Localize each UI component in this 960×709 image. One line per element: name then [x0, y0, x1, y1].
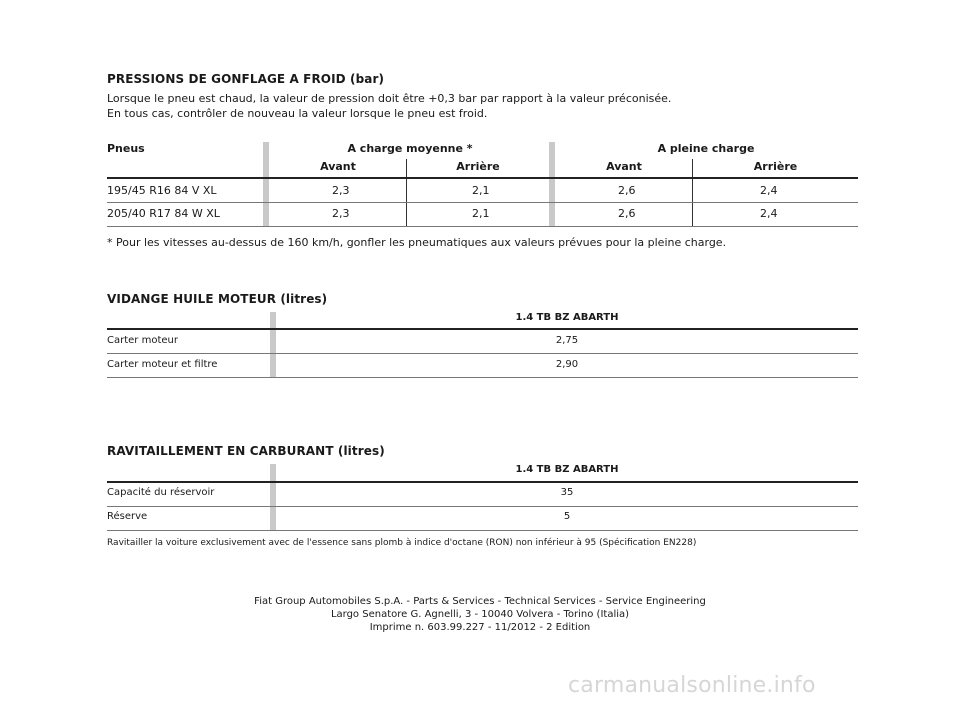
pressure-header-avg-rear: Arrière — [456, 160, 500, 173]
fuel-row-rule-1 — [107, 506, 858, 507]
oil-row-value: 2,75 — [555, 335, 579, 346]
pressure-header-full: A pleine charge — [657, 142, 755, 155]
fuel-row-value: 5 — [563, 511, 571, 522]
fuel-row-label: Capacité du réservoir — [107, 487, 215, 498]
oil-header-rule — [107, 328, 858, 330]
full-front-value: 2,6 — [618, 184, 636, 197]
oil-row-value: 2,90 — [555, 359, 579, 370]
fuel-row-rule-2 — [107, 530, 858, 531]
pressure-footnote: * Pour les vitesses au-dessus de 160 km/h, gonfler les pneumatiques aux valeurs prévues pour la pleine charge. — [107, 236, 727, 249]
pressure-row-rule-2 — [107, 226, 858, 227]
footer-line-2: Largo Senatore G. Agnelli, 3 - 10040 Volvera - Torino (Italia) — [330, 609, 630, 620]
site-watermark: carmanualsonline.info — [568, 673, 816, 698]
pressure-header-tyres: Pneus — [107, 142, 145, 155]
pressure-row-rule-1 — [107, 202, 858, 203]
fuel-row-label: Réserve — [107, 511, 148, 522]
pressure-divider-1 — [263, 142, 269, 226]
pressure-header-avg: A charge moyenne * — [347, 142, 473, 155]
pressure-intro-line1: Lorsque le pneu est chaud, la valeur de pression doit être +0,3 bar par rapport à la valeur préconisée. — [107, 92, 672, 105]
pressure-intro-line2: En tous cas, contrôler de nouveau la valeur lorsque le pneu est froid. — [107, 107, 488, 120]
full-front-value: 2,6 — [618, 207, 636, 220]
full-rear-value: 2,4 — [760, 207, 778, 220]
fuel-header-engine: 1.4 TB BZ ABARTH — [515, 464, 619, 475]
pressure-title: PRESSIONS DE GONFLAGE A FROID (bar) — [107, 72, 385, 86]
oil-row-label: Carter moteur et filtre — [107, 359, 218, 370]
oil-row-label: Carter moteur — [107, 335, 178, 346]
avg-front-value: 2,3 — [332, 184, 350, 197]
pressure-intro — [107, 91, 671, 121]
avg-rear-value: 2,1 — [472, 184, 490, 197]
fuel-note: Ravitailler la voiture exclusivement avec de l'essence sans plomb à indice d'octane (RON) non inférieur à 95 (Spécification EN228) — [107, 538, 697, 548]
oil-row-rule-2 — [107, 377, 858, 378]
footer-line-3: Imprime n. 603.99.227 - 11/2012 - 2 Edition — [369, 622, 591, 633]
pressure-header-full-rear: Arrière — [753, 160, 798, 173]
fuel-header-rule — [107, 481, 858, 483]
pressure-header-full-front: Avant — [606, 160, 642, 173]
footer-line-1: Fiat Group Automobiles S.p.A. - Parts & Services - Technical Services - Service Engineering — [254, 596, 706, 607]
fuel-row-value: 35 — [560, 487, 574, 498]
avg-rear-value: 2,1 — [472, 207, 490, 220]
oil-header-engine: 1.4 TB BZ ABARTH — [515, 312, 619, 323]
fuel-title: RAVITAILLEMENT EN CARBURANT (litres) — [107, 444, 385, 458]
avg-front-value: 2,3 — [332, 207, 350, 220]
tyre-size: 195/45 R16 84 V XL — [107, 184, 217, 197]
pressure-header-rule — [107, 177, 858, 179]
full-rear-value: 2,4 — [760, 184, 778, 197]
publisher-footer — [0, 595, 960, 634]
tyre-size: 205/40 R17 84 W XL — [107, 207, 220, 220]
oil-title: VIDANGE HUILE MOTEUR (litres) — [107, 292, 328, 306]
pressure-header-avg-front: Avant — [320, 160, 356, 173]
oil-row-rule-1 — [107, 353, 858, 354]
